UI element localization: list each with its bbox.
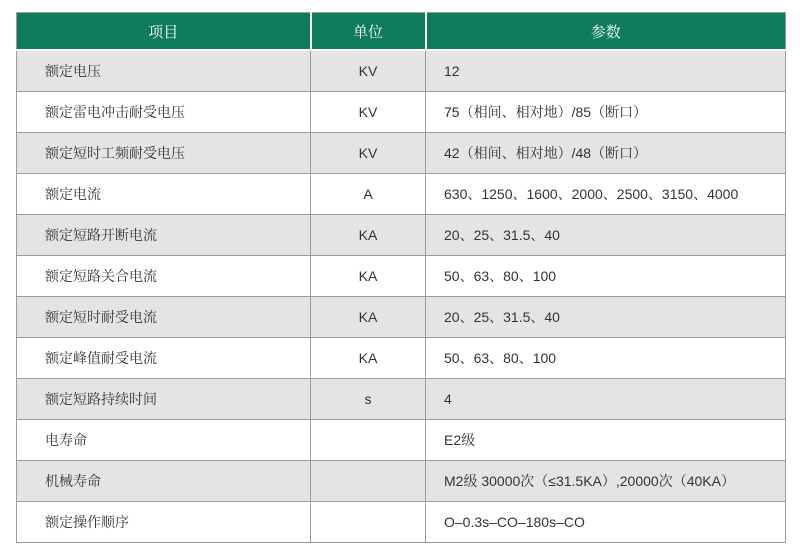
unit-cell: KV bbox=[311, 92, 426, 133]
item-cell: 电寿命 bbox=[17, 420, 311, 461]
unit-cell: KV bbox=[311, 133, 426, 174]
param-cell: 50、63、80、100 bbox=[426, 256, 786, 297]
unit-cell bbox=[311, 420, 426, 461]
item-cell: 额定操作顺序 bbox=[17, 502, 311, 543]
item-cell: 额定电压 bbox=[17, 50, 311, 92]
unit-cell: KA bbox=[311, 297, 426, 338]
param-cell: E2级 bbox=[426, 420, 786, 461]
unit-cell bbox=[311, 502, 426, 543]
param-cell: 12 bbox=[426, 50, 786, 92]
item-cell: 额定短时耐受电流 bbox=[17, 297, 311, 338]
item-cell: 额定短路持续时间 bbox=[17, 379, 311, 420]
col-header-param: 参数 bbox=[426, 13, 786, 51]
spec-table-body bbox=[17, 50, 786, 543]
unit-cell: KA bbox=[311, 338, 426, 379]
table-row bbox=[17, 174, 786, 215]
table-row bbox=[17, 502, 786, 543]
param-cell: 50、63、80、100 bbox=[426, 338, 786, 379]
param-cell: 75（相间、相对地）/85（断口） bbox=[426, 92, 786, 133]
item-cell: 额定短路关合电流 bbox=[17, 256, 311, 297]
table-row bbox=[17, 379, 786, 420]
col-header-unit: 单位 bbox=[311, 13, 426, 51]
unit-cell bbox=[311, 461, 426, 502]
unit-cell: A bbox=[311, 174, 426, 215]
param-cell: 20、25、31.5、40 bbox=[426, 297, 786, 338]
item-cell: 机械寿命 bbox=[17, 461, 311, 502]
header-row bbox=[17, 13, 786, 51]
param-cell: 4 bbox=[426, 379, 786, 420]
item-cell: 额定雷电冲击耐受电压 bbox=[17, 92, 311, 133]
table-row bbox=[17, 92, 786, 133]
table-row bbox=[17, 461, 786, 502]
item-cell: 额定电流 bbox=[17, 174, 311, 215]
param-cell: 42（相间、相对地）/48（断口） bbox=[426, 133, 786, 174]
param-cell: O–0.3s–CO–180s–CO bbox=[426, 502, 786, 543]
unit-cell: KA bbox=[311, 256, 426, 297]
table-row bbox=[17, 338, 786, 379]
table-row bbox=[17, 215, 786, 256]
unit-cell: s bbox=[311, 379, 426, 420]
item-cell: 额定短时工频耐受电压 bbox=[17, 133, 311, 174]
spec-table bbox=[16, 12, 786, 543]
table-row bbox=[17, 256, 786, 297]
unit-cell: KA bbox=[311, 215, 426, 256]
param-cell: 630、1250、1600、2000、2500、3150、4000 bbox=[426, 174, 786, 215]
table-row bbox=[17, 420, 786, 461]
spec-table-header bbox=[17, 13, 786, 51]
table-row bbox=[17, 297, 786, 338]
table-row bbox=[17, 50, 786, 92]
item-cell: 额定短路开断电流 bbox=[17, 215, 311, 256]
param-cell: 20、25、31.5、40 bbox=[426, 215, 786, 256]
table-row bbox=[17, 133, 786, 174]
item-cell: 额定峰值耐受电流 bbox=[17, 338, 311, 379]
param-cell: M2级 30000次（≤31.5KA）,20000次（40KA） bbox=[426, 461, 786, 502]
unit-cell: KV bbox=[311, 50, 426, 92]
col-header-item: 项目 bbox=[17, 13, 311, 51]
